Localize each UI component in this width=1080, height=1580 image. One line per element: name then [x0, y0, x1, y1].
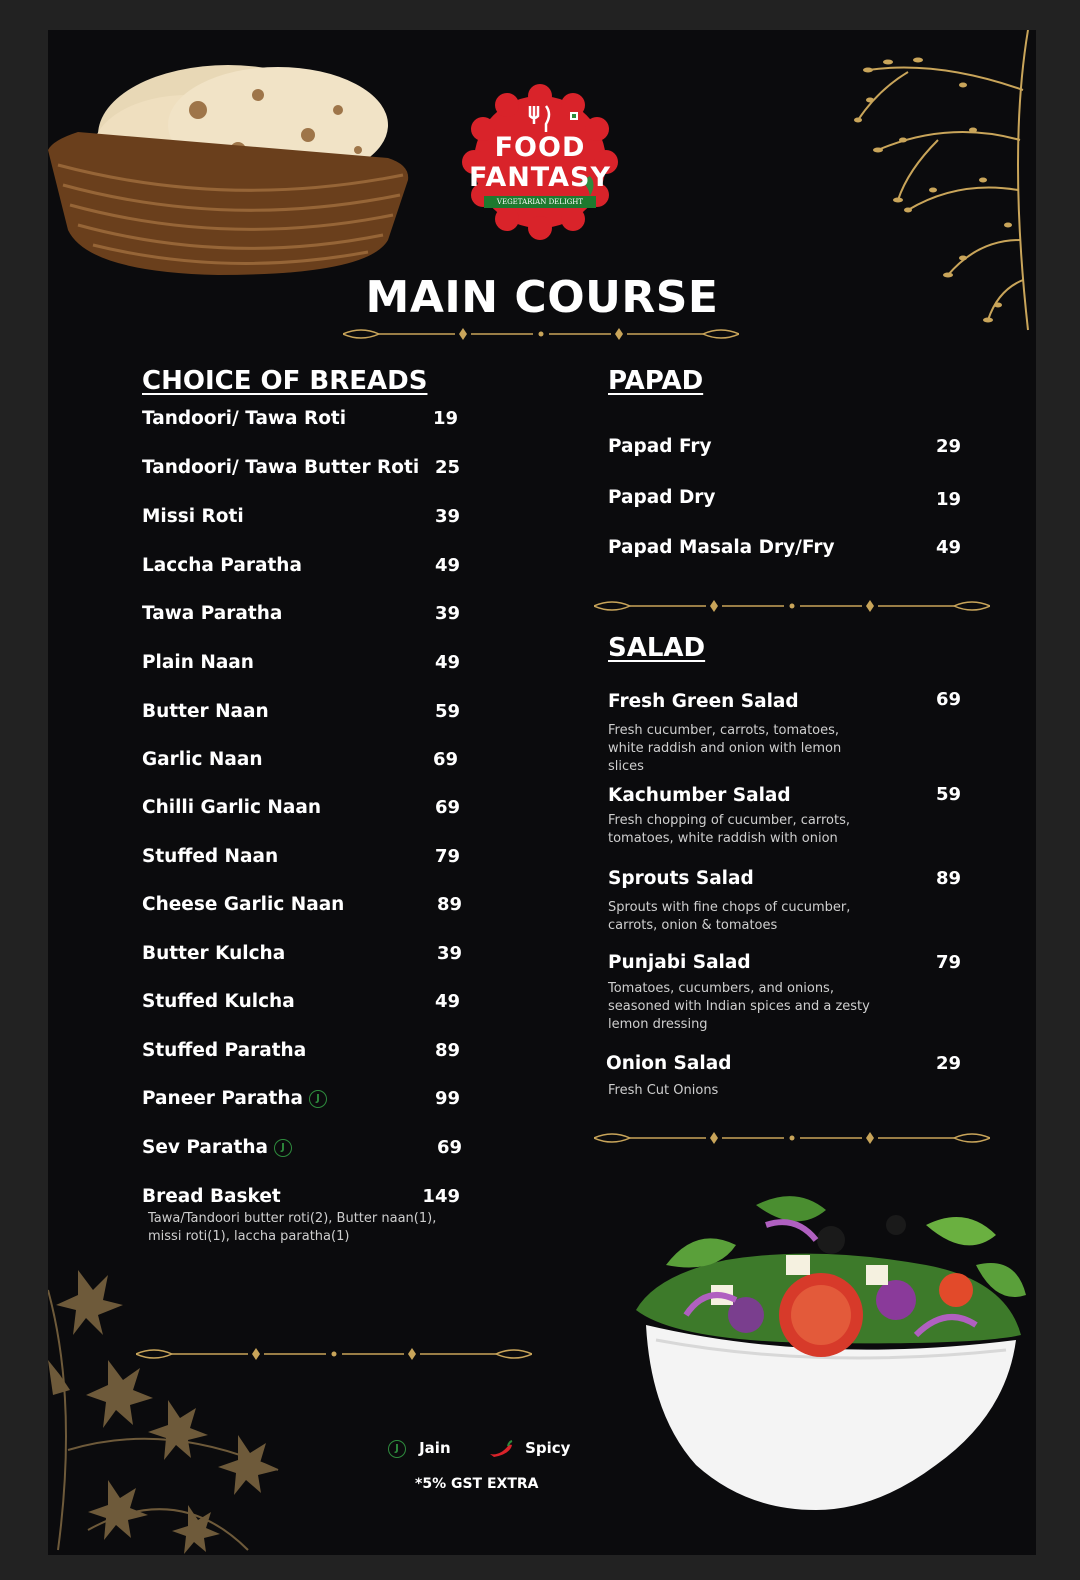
menu-item-name: Plain Naan [142, 652, 254, 673]
menu-item-price: 69 [436, 1137, 462, 1158]
legend-jain-label: Jain [419, 1439, 451, 1457]
menu-item-description: Tomatoes, cucumbers, and onions, seasoned with Indian spices and a zesty lemon dressing [608, 981, 870, 1032]
menu-item-price: 89 [436, 894, 462, 915]
leaf-decoration [48, 1250, 348, 1555]
menu-item-price: 25 [434, 457, 460, 478]
jain-icon: J [274, 1139, 292, 1157]
menu-item-name: Stuffed Naan [142, 846, 279, 867]
jain-icon: J [388, 1440, 406, 1458]
gst-note: *5% GST EXTRA [415, 1476, 539, 1492]
menu-item-name: Bread Basket [142, 1186, 281, 1207]
menu-item-description: Sprouts with fine chops of cucumber, carrots, onion & tomatoes [608, 900, 851, 933]
page-title: MAIN COURSE [365, 272, 719, 323]
menu-item-name: Punjabi Salad [608, 952, 751, 973]
menu-item-price: 39 [434, 603, 460, 624]
menu-item-name: Tawa Paratha [142, 603, 283, 624]
menu-item-name: Sev Paratha [142, 1137, 269, 1158]
menu-item-name: Stuffed Kulcha [142, 991, 295, 1012]
menu-item-price: 29 [935, 436, 961, 457]
menu-item-price: 69 [432, 749, 458, 770]
menu-item-price: 149 [422, 1186, 460, 1207]
menu-item-name: Fresh Green Salad [608, 691, 799, 712]
menu-item-name: Papad Masala Dry/Fry [608, 537, 835, 558]
salad-divider [594, 1128, 990, 1148]
menu-item-price: 49 [935, 537, 961, 558]
menu-item-name: Paneer Paratha [142, 1088, 304, 1109]
menu-item [142, 1088, 327, 1109]
menu-item-name: Garlic Naan [142, 749, 263, 770]
menu-item-name: Chilli Garlic Naan [142, 797, 322, 818]
menu-item-price: 79 [935, 952, 961, 973]
title-divider [343, 324, 739, 344]
menu-item-price: 49 [434, 555, 460, 576]
menu-item-name: Butter Kulcha [142, 943, 286, 964]
menu-item-name: Kachumber Salad [608, 785, 791, 806]
section-title-salad: SALAD [608, 633, 706, 663]
section-title-papad: PAPAD [608, 366, 704, 396]
menu-item-price: 69 [935, 689, 961, 710]
menu-item-name: Papad Dry [608, 487, 716, 508]
legend-spicy-label: Spicy [525, 1439, 571, 1457]
jain-icon: J [309, 1090, 327, 1108]
menu-item-price: 79 [434, 846, 460, 867]
menu-item-price: 49 [434, 991, 460, 1012]
section-title-breads: CHOICE OF BREADS [142, 366, 428, 396]
menu-item-price: 59 [434, 701, 460, 722]
salad-bowl-image [596, 1165, 1036, 1520]
menu-item-name: Papad Fry [608, 436, 712, 457]
legend-jain [388, 1438, 451, 1458]
menu-item [142, 1137, 292, 1158]
bread-basket-image [48, 40, 418, 280]
menu-item-name: Tandoori/ Tawa Roti [142, 408, 347, 429]
chilli-icon [488, 1440, 514, 1458]
menu-item-price: 99 [434, 1088, 460, 1109]
menu-item-description: Fresh cucumber, carrots, tomatoes, white raddish and onion with lemon slices [608, 723, 842, 774]
menu-item-price: 19 [935, 489, 961, 510]
menu-item-description: Fresh chopping of cucumber, carrots, tomatoes, white raddish with onion [608, 813, 851, 846]
brand-name-line2: FANTASY [468, 162, 612, 193]
menu-item-name: Tandoori/ Tawa Butter Roti [142, 457, 420, 478]
menu-item-name: Stuffed Paratha [142, 1040, 307, 1061]
menu-item-name: Cheese Garlic Naan [142, 894, 345, 915]
menu-card [48, 30, 1036, 1555]
legend-spicy [488, 1438, 570, 1458]
menu-item-name: Sprouts Salad [608, 868, 754, 889]
menu-item-name: Butter Naan [142, 701, 269, 722]
menu-item-price: 39 [434, 506, 460, 527]
menu-item-description: Fresh Cut Onions [608, 1083, 719, 1098]
papad-divider [594, 596, 990, 616]
menu-item-name: Missi Roti [142, 506, 244, 527]
brand-tagline: VEGETARIAN DELIGHT [484, 196, 596, 208]
menu-item-price: 19 [432, 408, 458, 429]
menu-item-description: Tawa/Tandoori butter roti(2), Butter naan(1), missi roti(1), laccha paratha(1) [148, 1211, 437, 1244]
brand-logo [462, 84, 618, 240]
menu-item-price: 89 [434, 1040, 460, 1061]
menu-item-price: 39 [436, 943, 462, 964]
menu-item-price: 49 [434, 652, 460, 673]
menu-item-name: Onion Salad [606, 1053, 732, 1074]
menu-item-name: Laccha Paratha [142, 555, 302, 576]
brand-name-line1: FOOD [494, 132, 586, 163]
menu-item-price: 29 [935, 1053, 961, 1074]
menu-item-price: 89 [935, 868, 961, 889]
menu-item-price: 59 [935, 784, 961, 805]
menu-item-price: 69 [434, 797, 460, 818]
